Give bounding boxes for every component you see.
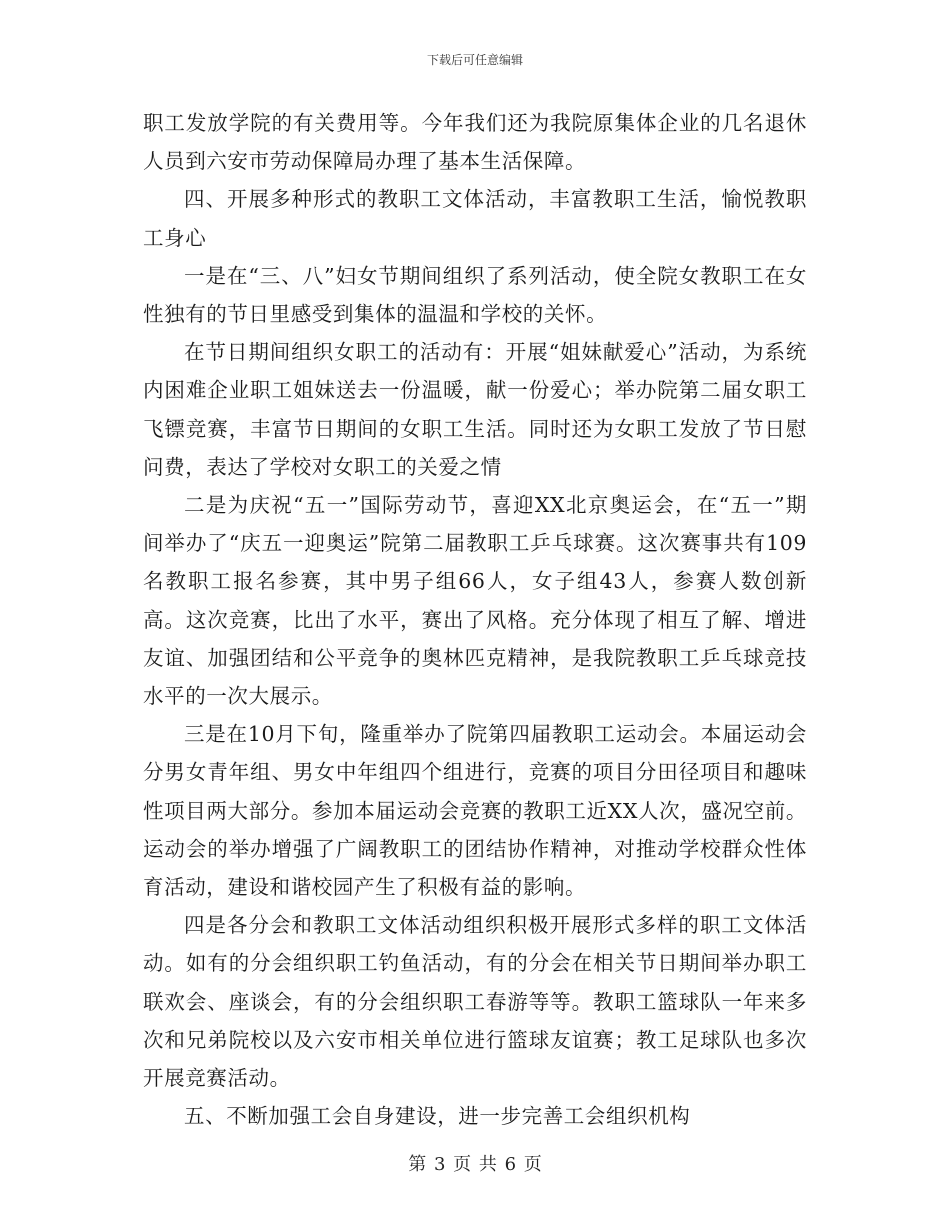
- paragraph-continuation: 职工发放学院的有关费用等。今年我们还为我院原集体企业的几名退休人员到六安市劳动保障局办理了基本生活保障。: [143, 111, 807, 174]
- page-header: 下载后可任意编辑: [426, 53, 523, 67]
- section-heading-five: 五、不断加强工会自身建设，进一步完善工会组织机构: [184, 1104, 691, 1129]
- paragraph-branch-activities: 四是各分会和教职工文体活动组织积极开展形式多样的职工文体活动。如有的分会组织职工钓鱼活动，有的分会在相关节日期间举办职工联欢会、座谈会，有的分会组织职工春游等等。教职工篮球队一年来多次和兄弟院校以及六安市相关单位进行篮球友谊赛；教工足球队也多次开展竞赛活动。: [143, 913, 807, 1091]
- paragraph-sports-meet: 三是在10月下旬，隆重举办了院第四届教职工运动会。本届运动会分男女青年组、男女中年组四个组进行，竞赛的项目分田径项目和趣味性项目两大部分。参加本届运动会竞赛的教职工近XX人次，盛况空前。运动会的举办增强了广阔教职工的团结协作精神，对推动学校群众性体育活动，建设和谐校园产生了积极有益的影响。: [143, 722, 807, 900]
- page-number-footer: 第 3 页 共 6 页: [408, 1154, 542, 1175]
- section-heading-four: 四、开展多种形式的教职工文体活动，丰富教职工生活，愉悦教职工身心: [143, 187, 807, 250]
- paragraph-womens-activities: 在节日期间组织女职工的活动有：开展“姐妹献爱心”活动，为系统内困难企业职工姐妹送去一份温暖，献一份爱心；举办院第二届女职工飞镖竞赛，丰富节日期间的女职工生活。同时还为女职工发放了节日慰问费，表达了学校对女职工的关爱之情: [143, 340, 807, 479]
- paragraph-table-tennis: 二是为庆祝“五一”国际劳动节，喜迎XX北京奥运会，在“五一”期间举办了“庆五一迎奥运”院第二届教职工乒乓球赛。这次赛事共有109名教职工报名参赛，其中男子组66人，女子组43人，参赛人数创新高。这次竞赛，比出了水平，赛出了风格。充分体现了相互了解、增进友谊、加强团结和公平竞争的奥林匹克精神，是我院教职工乒乓球竞技水平的一次大展示。: [143, 493, 807, 709]
- document-body: [143, 104, 807, 1135]
- paragraph-womens-day: 一是在“三、八”妇女节期间组织了系列活动，使全院女教职工在女性独有的节日里感受到集体的温温和学校的关怀。: [143, 263, 807, 327]
